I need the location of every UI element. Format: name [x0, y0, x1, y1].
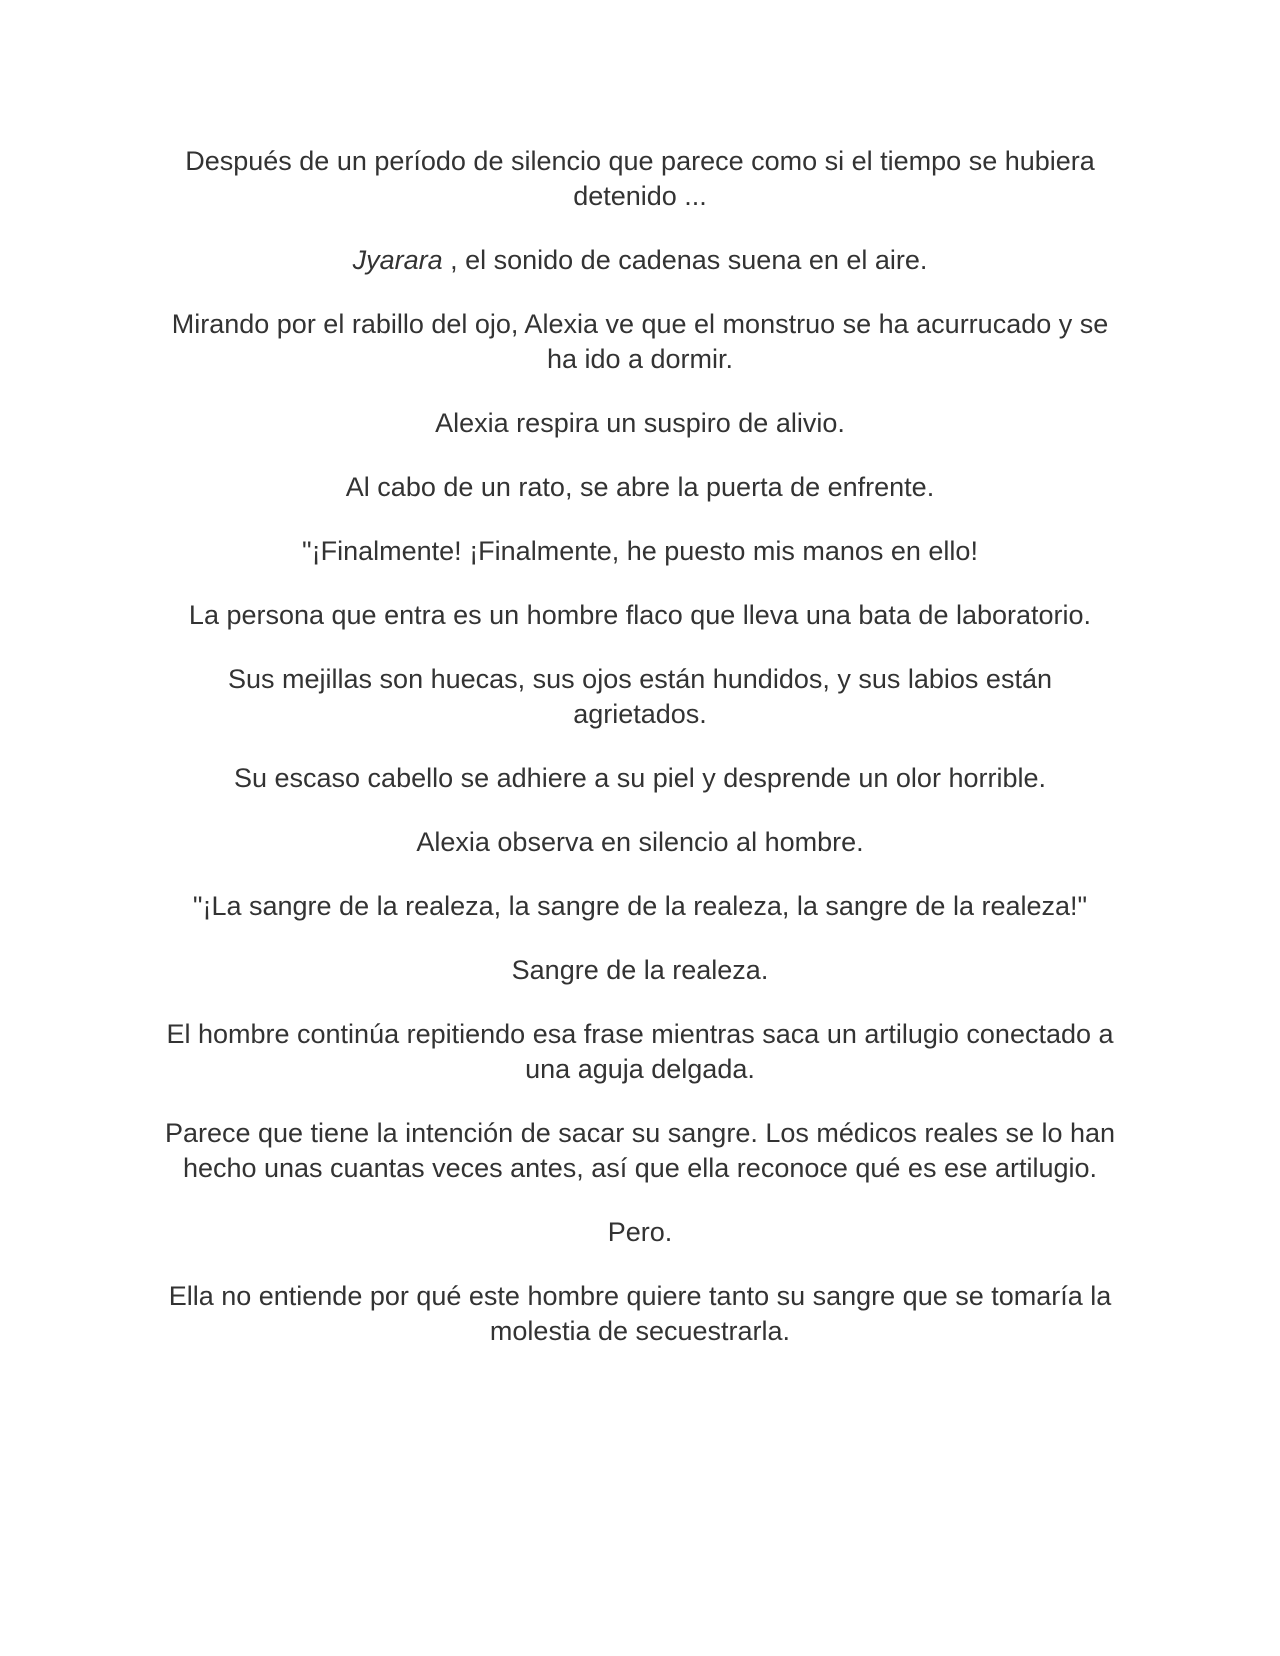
paragraph: Después de un período de silencio que parece como si el tiempo se hubiera detenido ... — [185, 146, 1095, 211]
paragraph: La persona que entra es un hombre flaco que lleva una bata de laboratorio. — [188, 600, 1092, 630]
paragraph: Parece que tiene la intención de sacar su sangre. Los médicos reales se lo han hecho unas cuantas veces antes, así que ella reconoce qué es ese artilugio. — [164, 1118, 1116, 1183]
paragraph: Ella no entiende por qué este hombre quiere tanto su sangre que se tomaría la molestia de secuestrarla. — [168, 1281, 1112, 1346]
paragraph: Pero. — [607, 1217, 673, 1247]
paragraph — [160, 243, 1120, 278]
document-body — [160, 144, 1120, 1378]
paragraph: Alexia observa en silencio al hombre. — [416, 827, 864, 857]
paragraph: Sangre de la realeza. — [511, 955, 769, 985]
paragraph: Alexia respira un suspiro de alivio. — [435, 408, 845, 438]
paragraph: El hombre continúa repitiendo esa frase mientras saca un artilugio conectado a una aguja delgada. — [166, 1019, 1114, 1084]
paragraph: Sus mejillas son huecas, sus ojos están hundidos, y sus labios están agrietados. — [228, 664, 1052, 729]
paragraph: "¡La sangre de la realeza, la sangre de la realeza, la sangre de la realeza!" — [192, 891, 1088, 921]
paragraph: Al cabo de un rato, se abre la puerta de enfrente. — [345, 472, 935, 502]
paragraph: Su escaso cabello se adhiere a su piel y desprende un olor horrible. — [233, 763, 1046, 793]
paragraph: Mirando por el rabillo del ojo, Alexia ve que el monstruo se ha acurrucado y se ha ido a dormir. — [171, 309, 1109, 374]
sound-effect-text: Jyarara — [352, 245, 443, 275]
paragraph-text: , el sonido de cadenas suena en el aire. — [442, 245, 928, 275]
paragraph: "¡Finalmente! ¡Finalmente, he puesto mis manos en ello! — [302, 536, 978, 566]
